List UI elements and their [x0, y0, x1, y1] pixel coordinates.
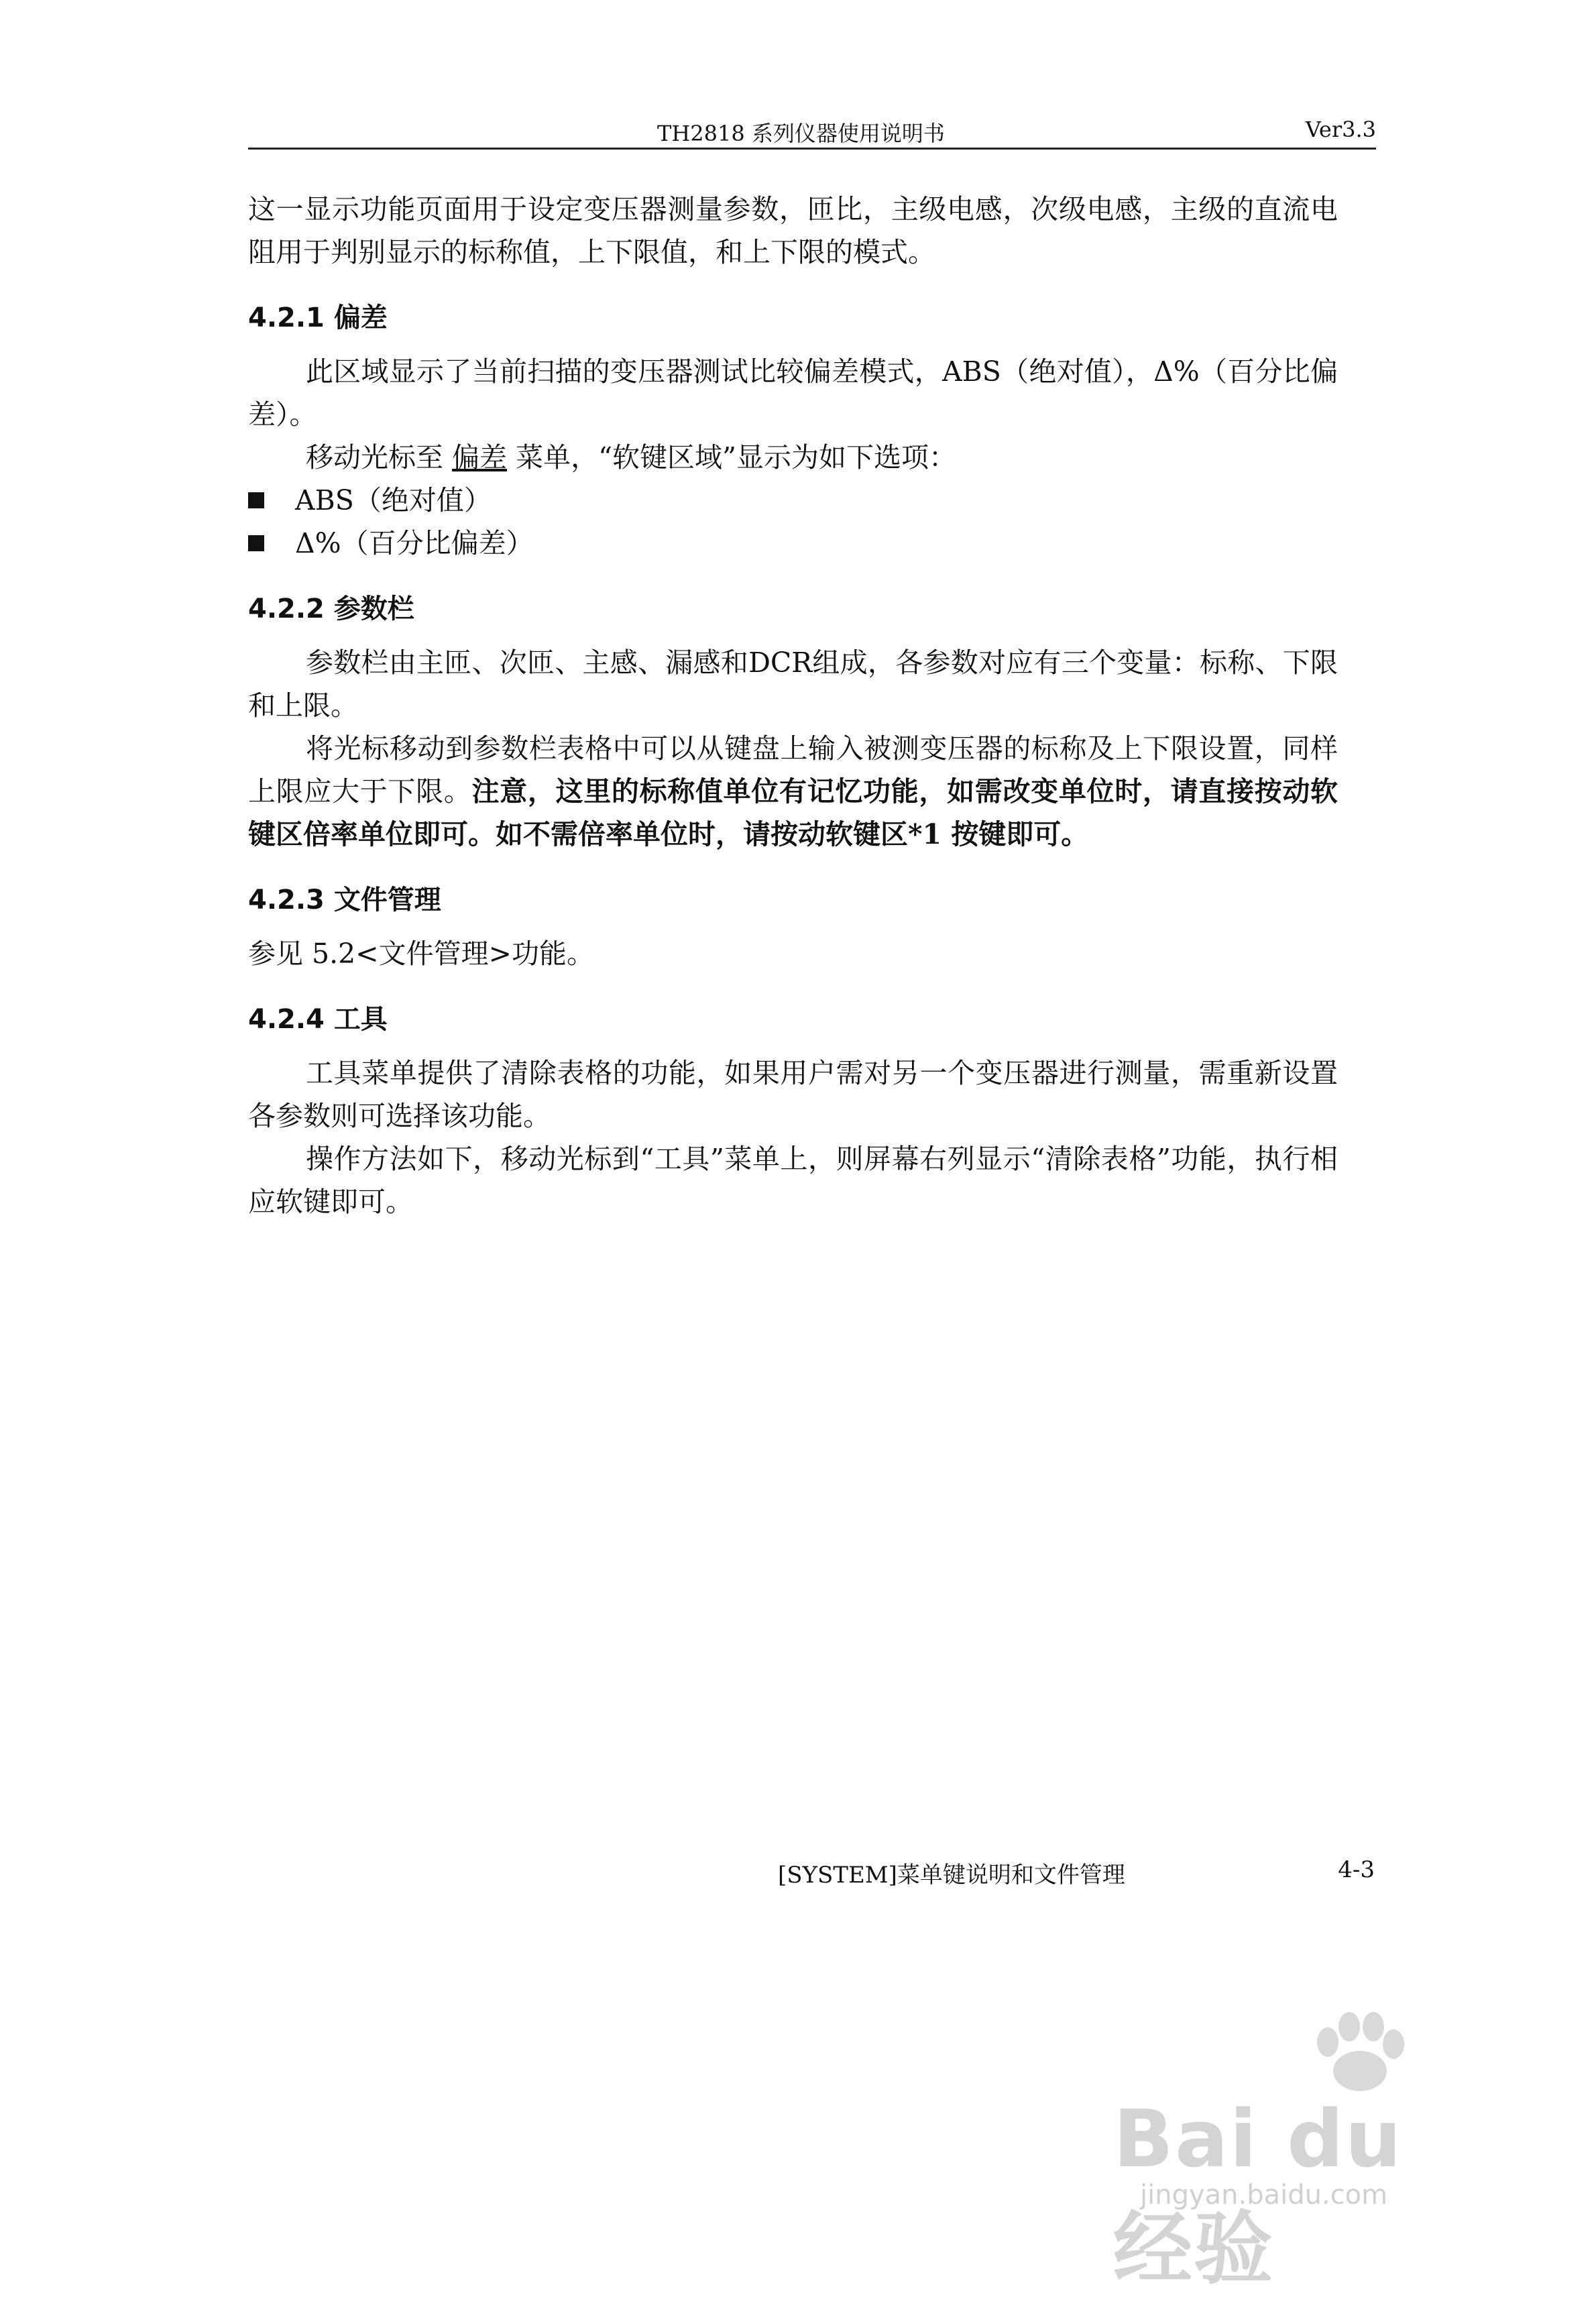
section-4-2-2-note	[248, 727, 1338, 856]
note-normal-text: 将光标移动到参数栏表格中可以从键盘上输入被测变压器的标称及上下限设置，同样上限应大于下限。	[248, 732, 1338, 807]
bullet-square-icon	[248, 535, 264, 551]
page-content	[248, 188, 1338, 1223]
paw-logo-icon	[1308, 2012, 1408, 2092]
list-item	[248, 479, 1338, 522]
watermark-url: jingyan.baidu.com	[1140, 2180, 1388, 2210]
list-item	[248, 522, 1338, 565]
section-4-2-1-paragraph: 此区域显示了当前扫描的变压器测试比较偏差模式，ABS（绝对值），Δ%（百分比偏差）。	[248, 355, 1338, 431]
deviation-menu-link: 偏差	[452, 441, 508, 473]
section-4-2-1-instruction	[248, 436, 1338, 479]
baidu-watermark	[1113, 2012, 1462, 2295]
section-4-2-2-paragraph: 参数栏由主匝、次匝、主感、漏感和DCR组成，各参数对应有三个变量：标称、下限和上限。	[248, 647, 1338, 722]
page-header	[248, 113, 1376, 150]
section-4-2-4-instruction: 操作方法如下，移动光标到“工具”菜单上，则屏幕右列显示“清除表格”功能，执行相应软键即可。	[248, 1143, 1338, 1218]
document-title: TH2818 系列仪器使用说明书	[657, 121, 945, 146]
section-heading-4-2-4: 4.2.4 工具	[248, 1004, 388, 1035]
option-abs: ABS（绝对值）	[295, 484, 492, 516]
section-heading-4-2-3: 4.2.3 文件管理	[248, 885, 441, 915]
page-number: 4-3	[1338, 1856, 1375, 1883]
section-heading-4-2-1: 4.2.1 偏差	[248, 302, 388, 333]
instruction-suffix: 菜单，“软键区域”显示为如下选项：	[507, 441, 956, 473]
instruction-prefix: 移动光标至	[306, 441, 453, 473]
version-label: Ver3.3	[1305, 117, 1376, 142]
note-bold-text: 注意，这里的标称值单位有记忆功能，如需改变单位时，请直接按动软键区倍率单位即可。如不需倍率单位时，请按动软键区*1 按键即可。	[248, 775, 1338, 850]
intro-paragraph: 这一显示功能页面用于设定变压器测量参数，匝比，主级电感，次级电感，主级的直流电阻用于判别显示的标称值，上下限值，和上下限的模式。	[248, 193, 1338, 268]
footer-section-title: [SYSTEM]菜单键说明和文件管理	[778, 1862, 1125, 1889]
section-4-2-3-paragraph: 参见 5.2<文件管理>功能。	[248, 938, 594, 970]
watermark-logo: Bai du 经验	[1113, 2092, 1403, 2295]
section-4-2-4-paragraph: 工具菜单提供了清除表格的功能，如果用户需对另一个变压器进行测量，需重新设置各参数则可选择该功能。	[248, 1057, 1338, 1132]
option-percent: Δ%（百分比偏差）	[295, 527, 534, 559]
bullet-square-icon	[248, 492, 264, 508]
section-heading-4-2-2: 4.2.2 参数栏	[248, 594, 414, 624]
